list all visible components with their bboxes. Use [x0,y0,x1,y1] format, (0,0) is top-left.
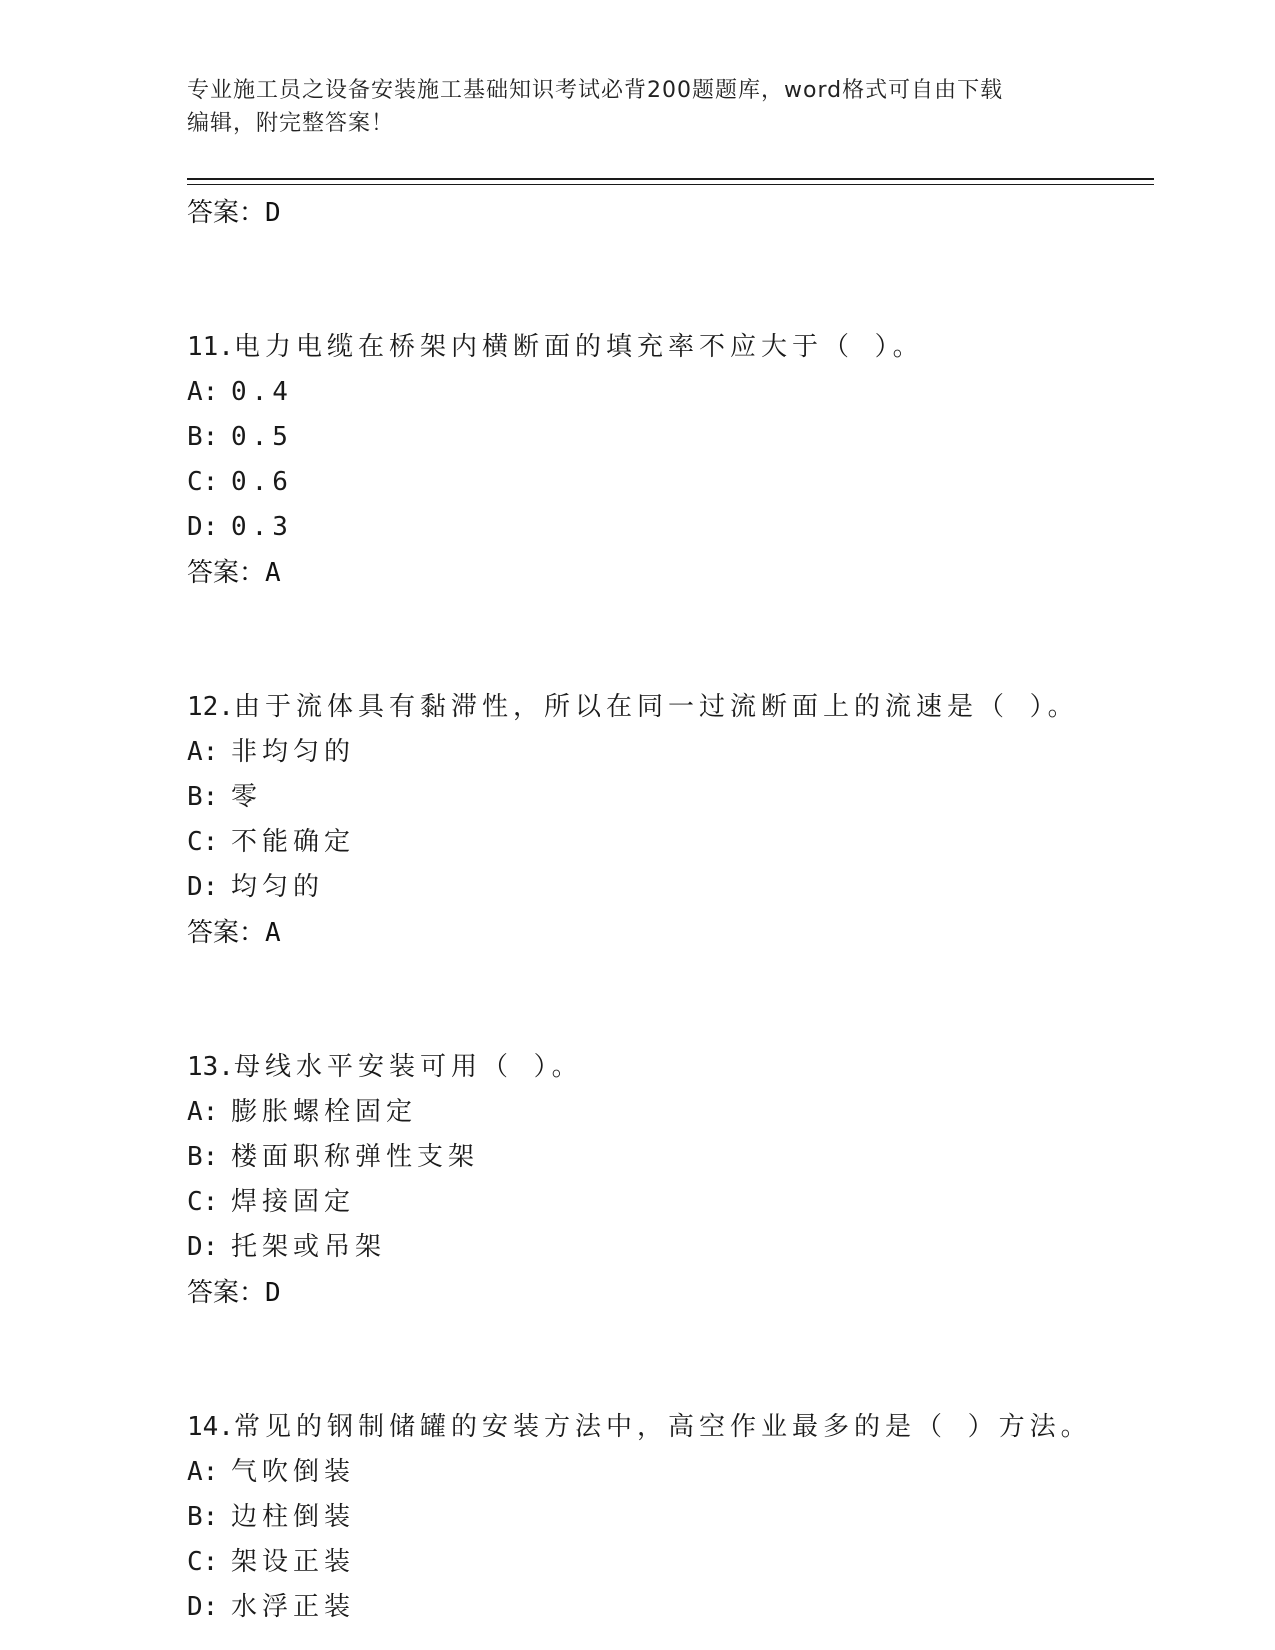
option-text: 不能确定 [231,827,356,857]
option-letter: D: [187,872,219,902]
question-block [187,1404,1154,1630]
option-d [187,505,1154,550]
option-letter: D: [187,1232,219,1262]
option-letter: C: [187,467,219,497]
option-text: 焊接固定 [231,1187,356,1217]
question-number: 14. [187,1412,234,1442]
header-line-1: 专业施工员之设备安装施工基础知识考试必背200题题库，word格式可自由下载 [187,78,1004,103]
option-text: 边柱倒装 [231,1502,356,1532]
question-number: 11. [187,332,234,362]
option-letter: D: [187,512,219,542]
spacer [187,596,1154,684]
answer-line: 答案：D [187,198,281,228]
option-d [187,865,1154,910]
option-letter: C: [187,827,219,857]
option-letter: C: [187,1187,219,1217]
question-block [187,1044,1154,1316]
spacer [187,1316,1154,1404]
answer-line: 答案：A [187,918,281,948]
question-stem [187,324,1154,370]
option-text: 托架或吊架 [231,1232,387,1262]
option-a [187,1090,1154,1135]
option-d [187,1225,1154,1270]
option-letter: B: [187,1142,219,1172]
option-letter: C: [187,1547,219,1577]
option-letter: B: [187,422,219,452]
question-number: 13. [187,1052,234,1082]
header-rule-thin [187,184,1154,185]
option-text: 水浮正装 [231,1592,356,1622]
option-letter: D: [187,1592,219,1622]
question-number: 12. [187,692,234,722]
option-text: 膨胀螺栓固定 [231,1097,418,1127]
question-stem [187,1044,1154,1090]
option-d [187,1585,1154,1630]
option-a [187,730,1154,775]
question-text: 电力电缆在桥架内横断面的填充率不应大于（ ）。 [233,332,924,362]
option-text: 楼面职称弹性支架 [231,1142,480,1172]
option-text: 零 [231,782,263,812]
option-c [187,1180,1154,1225]
option-letter: A: [187,377,219,407]
option-text: 0.3 [231,512,293,542]
option-b [187,415,1154,460]
option-b [187,1135,1154,1180]
answer-line: 答案：A [187,558,281,588]
option-b [187,1495,1154,1540]
option-text: 均匀的 [231,872,325,902]
question-text: 由于流体具有黏滞性，所以在同一过流断面上的流速是（ ）。 [233,692,1079,722]
question-list [187,190,1154,1630]
spacer [187,236,1154,324]
option-text: 0.4 [231,377,293,407]
option-a [187,370,1154,415]
question-text: 母线水平安装可用（ ）。 [233,1052,583,1082]
spacer [187,956,1154,1044]
question-text: 常见的钢制储罐的安装方法中，高空作业最多的是（ ）方法。 [233,1412,1092,1442]
option-text: 架设正装 [231,1547,356,1577]
header-line-2: 编辑，附完整答案！ [187,111,395,136]
option-text: 气吹倒装 [231,1457,356,1487]
question-block [187,324,1154,596]
option-a [187,1450,1154,1495]
answer-line: 答案：D [187,1278,281,1308]
option-c [187,1540,1154,1585]
question-stem [187,684,1154,730]
option-text: 0.6 [231,467,293,497]
option-letter: B: [187,1502,219,1532]
option-c [187,820,1154,865]
header-rule-thick [187,178,1154,180]
option-letter: A: [187,1457,219,1487]
option-text: 0.5 [231,422,293,452]
option-letter: A: [187,1097,219,1127]
option-letter: A: [187,737,219,767]
document-header [187,74,1087,140]
option-c [187,460,1154,505]
option-letter: B: [187,782,219,812]
option-b [187,775,1154,820]
option-text: 非均匀的 [231,737,356,767]
question-block [187,684,1154,956]
question-stem [187,1404,1154,1450]
